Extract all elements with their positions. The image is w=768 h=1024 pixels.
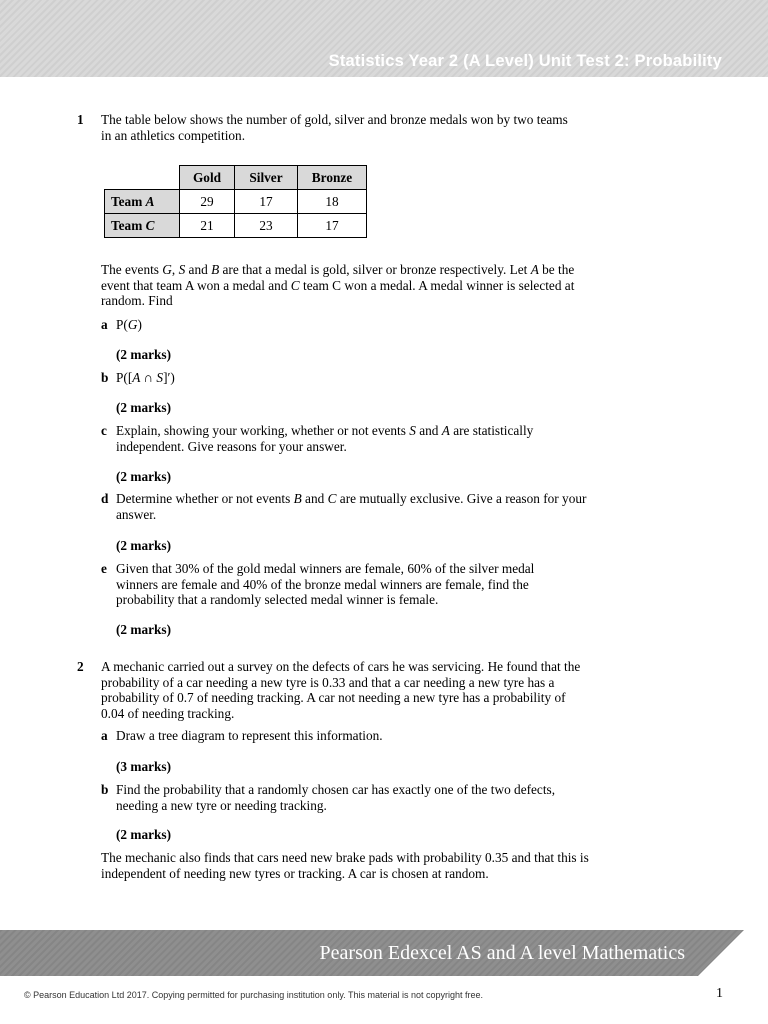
table-header-silver: Silver (235, 166, 298, 190)
question-2-number: 2 (77, 659, 84, 674)
table-cell: 17 (298, 214, 367, 238)
question-1-intro: The table below shows the number of gold, silver and bronze medals won by two teams in an athletics competition. (101, 112, 568, 143)
part-e-text: Given that 30% of the gold medal winners are female, 60% of the silver medal winners are female and 40% of the bronze medal winners are female, find the probability that a randomly selected medal winner is female. (116, 561, 535, 607)
question-1-number: 1 (77, 112, 84, 127)
table-row-label: Team C (105, 214, 180, 238)
part-b-text: P([A ∩ S]′) (116, 370, 175, 385)
medals-table (104, 165, 367, 238)
q2-part-b-label: b (101, 782, 109, 797)
part-c-text: Explain, showing your working, whether or not events S and A are statistically independent. Give reasons for your answer. (116, 423, 534, 454)
part-e-marks: (2 marks) (116, 622, 172, 637)
q2-part-a-marks: (3 marks) (116, 759, 172, 774)
question-2-followup: The mechanic also finds that cars need new brake pads with probability 0.35 and that this is independent of needing new tyres or tracking. A car is chosen at random. (101, 850, 589, 881)
table-corner-cell (105, 166, 180, 190)
table-row-label: Team A (105, 190, 180, 214)
table-cell: 17 (235, 190, 298, 214)
q2-part-a-label: a (101, 728, 108, 743)
question-1-events-text: The events G, S and B are that a medal is gold, silver or bronze respectively. Let A be the event that team A won a medal and C team C won a medal. A medal winner is selected at random. Find (101, 262, 575, 308)
part-d-marks: (2 marks) (116, 538, 172, 553)
header-title: Statistics Year 2 (A Level) Unit Test 2: Probability (328, 52, 722, 70)
table-cell: 18 (298, 190, 367, 214)
footer-title: Pearson Edexcel AS and A level Mathematics (319, 942, 685, 964)
question-2-intro: A mechanic carried out a survey on the defects of cars he was servicing. He found that the probability of a car needing a new tyre is 0.33 and that a car needing a new tyre has a probability of 0.7 of needing tracking. A car not needing a new tyre has a probability of 0.04 of needing tracking. (101, 659, 581, 721)
table-header-row (105, 166, 367, 190)
copyright-notice: © Pearson Education Ltd 2017. Copying permitted for purchasing institution only. This material is not copyright free. (24, 990, 484, 1000)
table-row (105, 190, 367, 214)
part-a-marks: (2 marks) (116, 347, 172, 362)
table-header-bronze: Bronze (298, 166, 367, 190)
part-b-marks: (2 marks) (116, 400, 172, 415)
part-b-label: b (101, 370, 109, 385)
q2-part-b-marks: (2 marks) (116, 827, 172, 842)
part-a-text: P(G) (116, 317, 142, 332)
table-cell: 21 (180, 214, 235, 238)
table-row (105, 214, 367, 238)
part-d-label: d (101, 491, 109, 506)
q2-part-b-text: Find the probability that a randomly chosen car has exactly one of the two defects, needing a new tyre or needing tracking. (116, 782, 556, 813)
page-header (0, 0, 768, 77)
part-c-label: c (101, 423, 107, 438)
table-cell: 29 (180, 190, 235, 214)
part-a-label: a (101, 317, 108, 332)
q2-part-a-text: Draw a tree diagram to represent this information. (116, 728, 383, 743)
part-d-text: Determine whether or not events B and C are mutually exclusive. Give a reason for your answer. (116, 491, 587, 522)
page-number: 1 (716, 986, 723, 1001)
part-c-marks: (2 marks) (116, 469, 172, 484)
table-cell: 23 (235, 214, 298, 238)
table-header-gold: Gold (180, 166, 235, 190)
part-e-label: e (101, 561, 107, 576)
